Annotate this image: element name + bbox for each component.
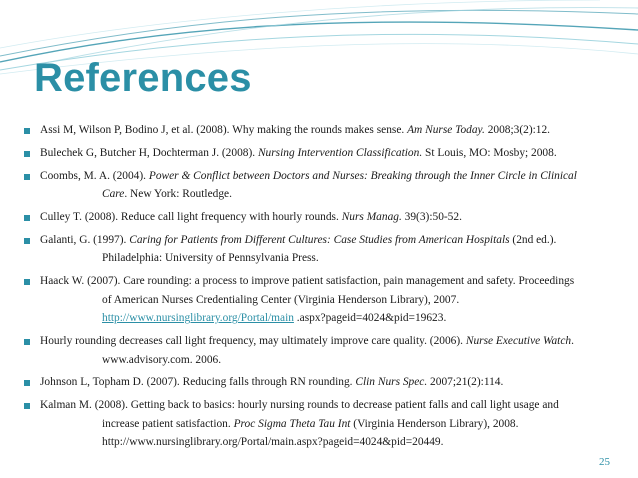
reference-text: http://www.nursinglibrary.org/Portal/main.aspx?pageid=4024&pid=20449.: [102, 436, 444, 449]
reference-item: [22, 121, 622, 140]
reference-item: [22, 396, 622, 452]
bullet-square-icon: [24, 174, 30, 180]
reference-text: (Virginia Henderson Library), 2008.: [350, 417, 519, 430]
reference-text: Hourly rounding decreases call light frequency, may ultimately improve care quality. (2006).: [40, 335, 466, 348]
reference-text: of American Nurses Credentialing Center (Virginia Henderson Library), 2007.: [102, 293, 460, 306]
reference-line: [40, 376, 503, 388]
bullet-square-icon: [24, 380, 30, 386]
reference-text: increase patient satisfaction.: [102, 417, 234, 430]
reference-text: Assi M, Wilson P, Bodino J, et al. (2008). Why making the rounds makes sense.: [40, 124, 408, 136]
reference-text: Bulechek G, Butcher H, Dochterman J. (2008).: [40, 146, 258, 159]
reference-line: [40, 399, 559, 411]
reference-text: Coombs, M. A. (2004).: [40, 169, 149, 182]
reference-item: [22, 144, 622, 163]
reference-text: 2008;3(2):12.: [484, 124, 551, 136]
reference-text: .: [571, 335, 574, 348]
reference-text: Kalman M. (2008). Getting back to basics: hourly nursing rounds to decrease patient falls and call light usage and: [40, 399, 559, 412]
reference-text: (2nd ed.).: [509, 233, 557, 246]
reference-italic-text: Am Nurse Today.: [407, 124, 485, 136]
reference-item: [22, 231, 622, 268]
reference-item: [22, 208, 622, 227]
reference-italic-text: Power & Conflict between Doctors and Nurses: Breaking through the Inner Circle in Clinical: [148, 169, 577, 182]
reference-text: Galanti, G. (1997).: [40, 233, 130, 246]
bullet-square-icon: [24, 128, 30, 134]
slide-title: References: [34, 56, 252, 100]
reference-continuation-line: [40, 433, 622, 452]
bullet-square-icon: [24, 238, 30, 244]
page-number: 25: [599, 456, 610, 468]
bullet-square-icon: [24, 339, 30, 345]
reference-item: [22, 272, 622, 328]
reference-italic-text: Nurs Manag.: [341, 210, 402, 223]
reference-text: www.advisory.com. 2006.: [102, 353, 222, 366]
reference-line: [40, 124, 550, 136]
reference-continuation-line: [40, 351, 622, 370]
reference-line: [40, 211, 462, 223]
reference-line: [40, 335, 574, 347]
reference-italic-text: Care: [102, 188, 125, 201]
reference-continuation-line: [40, 291, 622, 310]
reference-italic-text: Nursing Intervention Classification.: [257, 146, 423, 159]
reference-item: [22, 332, 622, 369]
bullet-square-icon: [24, 403, 30, 409]
reference-item: [22, 167, 622, 204]
reference-line: [40, 147, 557, 159]
reference-text: Philadelphia: University of Pennsylvania Press.: [102, 252, 319, 265]
reference-italic-text: Nurse Executive Watch: [465, 335, 572, 348]
bullet-square-icon: [24, 151, 30, 157]
reference-italic-text: Caring for Patients from Different Cultures: Case Studies from American Hospitals: [129, 233, 510, 246]
reference-item: [22, 373, 622, 392]
reference-line: [40, 275, 574, 287]
reference-text: St Louis, MO: Mosby; 2008.: [422, 146, 557, 159]
reference-text: 39(3):50-52.: [401, 210, 462, 223]
reference-continuation-line: [40, 249, 622, 268]
reference-continuation-line: [40, 185, 622, 204]
bullet-square-icon: [24, 215, 30, 221]
reference-text: .aspx?pageid=4024&pid=19623.: [293, 312, 447, 325]
reference-continuation-line: [40, 309, 622, 328]
reference-text: 2007;21(2):114.: [427, 376, 504, 389]
reference-text: Culley T. (2008). Reduce call light frequency with hourly rounds.: [40, 210, 342, 223]
reference-continuation-line: [40, 415, 622, 434]
reference-line: [40, 170, 577, 182]
reference-italic-text: Clin Nurs Spec.: [355, 376, 428, 389]
reference-text: . New York: Routledge.: [124, 188, 232, 201]
reference-text: Haack W. (2007). Care rounding: a process to improve patient satisfaction, pain management and safety. Proceedings: [40, 275, 575, 288]
reference-link[interactable]: http://www.nursinglibrary.org/Portal/main: [102, 312, 294, 325]
bullet-square-icon: [24, 279, 30, 285]
reference-list: [22, 121, 622, 456]
reference-text: Johnson L, Topham D. (2007). Reducing falls through RN rounding.: [40, 376, 356, 389]
reference-italic-text: Proc Sigma Theta Tau Int: [233, 417, 351, 430]
reference-line: [40, 234, 556, 246]
